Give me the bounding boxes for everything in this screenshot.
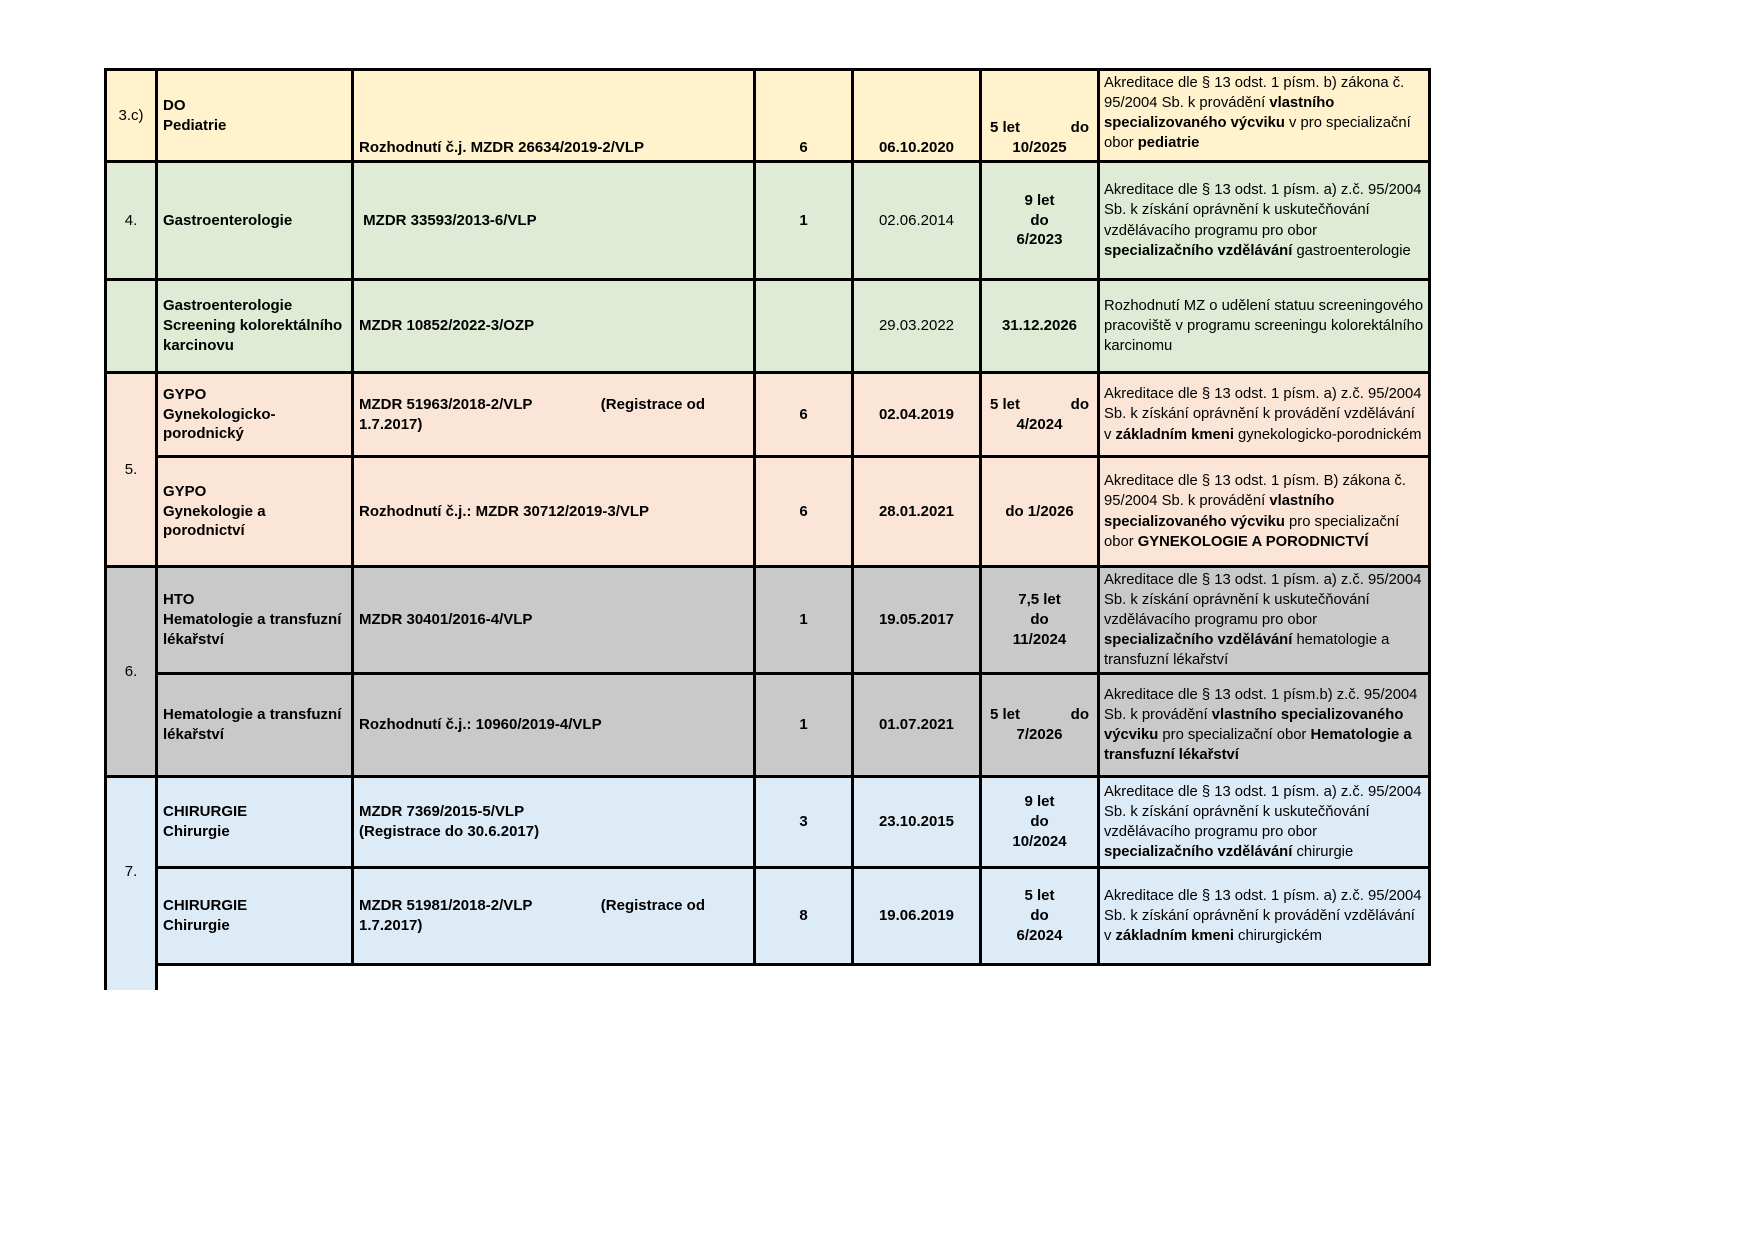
- text-run: do: [1070, 395, 1089, 413]
- text-run: HTO: [163, 591, 195, 609]
- cell-issue-date: [854, 869, 982, 966]
- cell-count: [756, 778, 854, 869]
- text-run: porodnický: [163, 425, 244, 443]
- cell-issue-date: [854, 675, 982, 778]
- text-run: gynekologicko-porodnickém: [1233, 426, 1422, 443]
- text-run: 6.: [124, 662, 138, 680]
- text-run: 6/2023: [1016, 231, 1063, 249]
- text-run: hematologie a transfuzní lékařství: [1104, 632, 1390, 669]
- text-run: (Registrace do 30.6.2017): [359, 823, 540, 840]
- text-run: pro specializační obor: [1104, 513, 1400, 550]
- text-run: chirurgie: [1292, 844, 1354, 861]
- text-run: lékařství: [163, 726, 224, 743]
- cell-department-name: [158, 163, 354, 281]
- text-run: Gynekologie a porodnictví: [163, 502, 266, 540]
- cell-decision-number: [354, 869, 756, 966]
- cell-count: [756, 163, 854, 281]
- text-run: vlastního specializovaného výcviku: [1104, 493, 1335, 530]
- text-run: Pediatrie: [163, 116, 227, 134]
- text-run: Akreditace dle § 13 odst. 1 písm.b) z.č. 95/2004 Sb. k provádění: [1104, 686, 1418, 723]
- text-run: pediatrie: [1137, 135, 1200, 152]
- text-run: 6: [799, 139, 808, 157]
- text-run: 6/2024: [1016, 926, 1063, 944]
- cell-decision-number: [354, 374, 756, 458]
- text-run: do: [1030, 813, 1049, 831]
- cell-count: [756, 869, 854, 966]
- next-row-cut-off-strip: [104, 966, 158, 990]
- text-run: MZDR 51981/2018-2/VLP: [359, 897, 533, 915]
- cell-description: [1100, 374, 1431, 458]
- cell-row-number: [107, 568, 158, 778]
- text-run: do: [1030, 211, 1049, 229]
- text-run: (Registrace od: [600, 395, 705, 413]
- text-run: Rozhodnutí č.j. MZDR 26634/2019-2/VLP: [359, 139, 645, 157]
- text-run: Akreditace dle § 13 odst. 1 písm. a) z.č. 95/2004 Sb. k získání oprávnění k provádění vzdělávání v: [1104, 887, 1422, 945]
- cell-validity: [982, 71, 1100, 163]
- text-run: základním kmeni: [1115, 928, 1234, 945]
- text-run: 5 let: [990, 706, 1021, 724]
- text-run: pro specializační obor: [1158, 727, 1311, 743]
- text-run: Akreditace dle § 13 odst. 1 písm. a) z.č. 95/2004 Sb. k získání oprávnění k uskutečňování vzdělávacího programu pro obor: [1104, 571, 1422, 628]
- text-run: vlastního specializovaného výcviku: [1104, 706, 1404, 743]
- cell-department-name: [158, 675, 354, 778]
- cell-description: [1100, 675, 1431, 778]
- cell-validity: [982, 458, 1100, 568]
- text-run: 02.04.2019: [878, 405, 955, 423]
- text-run: Hematologie a transfuzní: [163, 706, 342, 724]
- text-run: (Registrace od: [600, 897, 705, 915]
- text-run: 1.7.2017): [359, 917, 423, 934]
- cell-validity: [982, 778, 1100, 869]
- cell-row-number: [107, 71, 158, 163]
- text-run: do: [1070, 119, 1089, 137]
- text-run: Hematologie a transfuzní: [163, 611, 342, 629]
- text-run: Akreditace dle § 13 odst. 1 písm. a) z.č. 95/2004 Sb. k získání oprávnění k provádění vzdělávání v: [1104, 386, 1422, 443]
- cell-count: [756, 675, 854, 778]
- text-run: 1: [799, 611, 808, 629]
- text-run: do: [1030, 611, 1049, 629]
- text-run: 1: [799, 716, 808, 734]
- cell-description: [1100, 568, 1431, 675]
- text-run: 9 let: [1024, 191, 1055, 209]
- accreditation-table: [104, 68, 1431, 966]
- text-run: 1.7.2017): [359, 415, 423, 433]
- text-run: Rozhodnutí č.j.: 10960/2019-4/VLP: [359, 716, 602, 734]
- cell-validity: [982, 869, 1100, 966]
- text-run: MZDR 51963/2018-2/VLP: [359, 395, 533, 413]
- text-run: 06.10.2020: [878, 139, 955, 157]
- cell-description: [1100, 869, 1431, 966]
- text-run: specializačního vzdělávání: [1104, 632, 1293, 649]
- text-run: Gynekologicko-: [163, 405, 276, 423]
- cell-description: [1100, 458, 1431, 568]
- text-run: 6: [799, 405, 808, 423]
- cell-decision-number: [354, 71, 756, 163]
- text-run: Chirurgie: [163, 917, 230, 934]
- text-run: Gastroenterologie: [163, 211, 293, 229]
- text-run: 11/2024: [1012, 630, 1067, 648]
- text-run: 4.: [124, 211, 138, 229]
- cell-row-number: [107, 778, 158, 966]
- text-run: 5 let: [990, 119, 1021, 137]
- cell-department-name: [158, 568, 354, 675]
- text-run: do: [1070, 706, 1089, 724]
- text-run: Hematologie a transfuzní lékařství: [1104, 727, 1412, 764]
- cell-description: [1100, 71, 1431, 163]
- text-run: 3.c): [118, 106, 144, 124]
- cell-count: [756, 281, 854, 374]
- text-run: 19.06.2019: [878, 907, 955, 925]
- cell-decision-number: [354, 568, 756, 675]
- cell-count: [756, 568, 854, 675]
- cell-department-name: [158, 281, 354, 374]
- cell-validity: [982, 568, 1100, 675]
- text-run: DO: [163, 96, 186, 114]
- cell-validity: [982, 281, 1100, 374]
- text-run: 3: [799, 813, 808, 831]
- cell-count: [756, 374, 854, 458]
- text-run: 31.12.2026: [1001, 317, 1078, 335]
- text-run: GYPO: [163, 385, 207, 403]
- cell-decision-number: [354, 778, 756, 869]
- text-run: 10/2025: [1012, 139, 1067, 157]
- cell-issue-date: [854, 163, 982, 281]
- cell-count: [756, 71, 854, 163]
- cell-decision-number: [354, 163, 756, 281]
- cell-row-number: [107, 374, 158, 568]
- text-run: 7,5 let: [1018, 591, 1061, 609]
- text-run: lékařství: [163, 630, 224, 648]
- text-run: 7.: [124, 863, 138, 881]
- text-run: 6: [799, 502, 808, 520]
- text-run: 29.03.2022: [878, 317, 955, 335]
- cell-decision-number: [354, 281, 756, 374]
- text-run: Akreditace dle § 13 odst. 1 písm. B) zákona č. 95/2004 Sb. k provádění: [1104, 473, 1406, 510]
- text-run: Rozhodnutí č.j.: MZDR 30712/2019-3/VLP: [359, 502, 650, 520]
- cell-department-name: [158, 778, 354, 869]
- text-run: GYNEKOLOGIE A PORODNICTVÍ: [1137, 533, 1369, 550]
- cell-issue-date: [854, 374, 982, 458]
- text-run: 5 let: [1024, 887, 1055, 905]
- text-run: MZDR 10852/2022-3/OZP: [359, 317, 535, 335]
- text-run: základním kmeni: [1115, 426, 1234, 443]
- text-run: GYPO: [163, 482, 207, 500]
- text-run: v pro specializační obor: [1104, 115, 1411, 152]
- cell-count: [756, 458, 854, 568]
- text-run: Screening kolorektálního: [163, 317, 343, 335]
- text-run: 19.05.2017: [878, 611, 955, 629]
- text-run: karcinovu: [163, 336, 234, 354]
- cell-validity: [982, 374, 1100, 458]
- text-run: 10/2024: [1012, 832, 1067, 850]
- text-run: 5.: [124, 460, 138, 478]
- text-run: MZDR 33593/2013-6/VLP: [359, 211, 537, 229]
- text-run: MZDR 30401/2016-4/VLP: [359, 611, 533, 629]
- text-run: chirurgickém: [1233, 928, 1322, 945]
- text-run: 5 let: [990, 395, 1021, 413]
- text-run: 7/2026: [1016, 726, 1063, 743]
- text-run: do: [1030, 907, 1049, 925]
- text-run: MZDR 7369/2015-5/VLP: [359, 803, 525, 821]
- text-run: do 1/2026: [1005, 502, 1074, 520]
- text-run: Akreditace dle § 13 odst. 1 písm. a) z.č. 95/2004 Sb. k získání oprávnění k uskutečňování vzdělávacího programu pro obor: [1104, 783, 1422, 840]
- text-run: CHIRURGIE: [163, 803, 248, 821]
- text-run: Gastroenterologie: [163, 297, 293, 315]
- text-run: CHIRURGIE: [163, 897, 248, 915]
- text-run: 9 let: [1024, 793, 1055, 811]
- cell-issue-date: [854, 778, 982, 869]
- cell-issue-date: [854, 71, 982, 163]
- cell-issue-date: [854, 458, 982, 568]
- text-run: 8: [799, 907, 808, 925]
- text-run: Akreditace dle § 13 odst. 1 písm. a) z.č. 95/2004 Sb. k získání oprávnění k uskutečňování vzdělávacího programu pro obor: [1104, 182, 1422, 239]
- text-run: Rozhodnutí MZ o udělení statuu screeningového pracoviště v programu screeningu kolorektálního karcinomu: [1104, 297, 1424, 355]
- text-run: 4/2024: [1016, 415, 1063, 433]
- text-run: specializačního vzdělávání: [1104, 242, 1293, 259]
- cell-validity: [982, 675, 1100, 778]
- cell-row-number: [107, 163, 158, 281]
- cell-description: [1100, 778, 1431, 869]
- cell-decision-number: [354, 675, 756, 778]
- cell-decision-number: [354, 458, 756, 568]
- cell-department-name: [158, 374, 354, 458]
- cell-issue-date: [854, 568, 982, 675]
- text-run: vlastního specializovaného výcviku: [1104, 95, 1335, 132]
- cell-description: [1100, 281, 1431, 374]
- cell-description: [1100, 163, 1431, 281]
- text-run: Akreditace dle § 13 odst. 1 písm. b) zákona č. 95/2004 Sb. k provádění: [1104, 75, 1405, 112]
- cell-department-name: [158, 869, 354, 966]
- text-run: 23.10.2015: [878, 813, 955, 831]
- cell-validity: [982, 163, 1100, 281]
- text-run: specializačního vzdělávání: [1104, 844, 1293, 861]
- text-run: 01.07.2021: [878, 716, 955, 734]
- text-run: 1: [799, 211, 808, 229]
- cell-issue-date: [854, 281, 982, 374]
- cell-department-name: [158, 458, 354, 568]
- text-run: Chirurgie: [163, 823, 230, 840]
- text-run: gastroenterologie: [1292, 242, 1411, 259]
- cell-department-name: [158, 71, 354, 163]
- text-run: 02.06.2014: [878, 211, 955, 229]
- text-run: 28.01.2021: [878, 502, 955, 520]
- cell-row-number: [107, 281, 158, 374]
